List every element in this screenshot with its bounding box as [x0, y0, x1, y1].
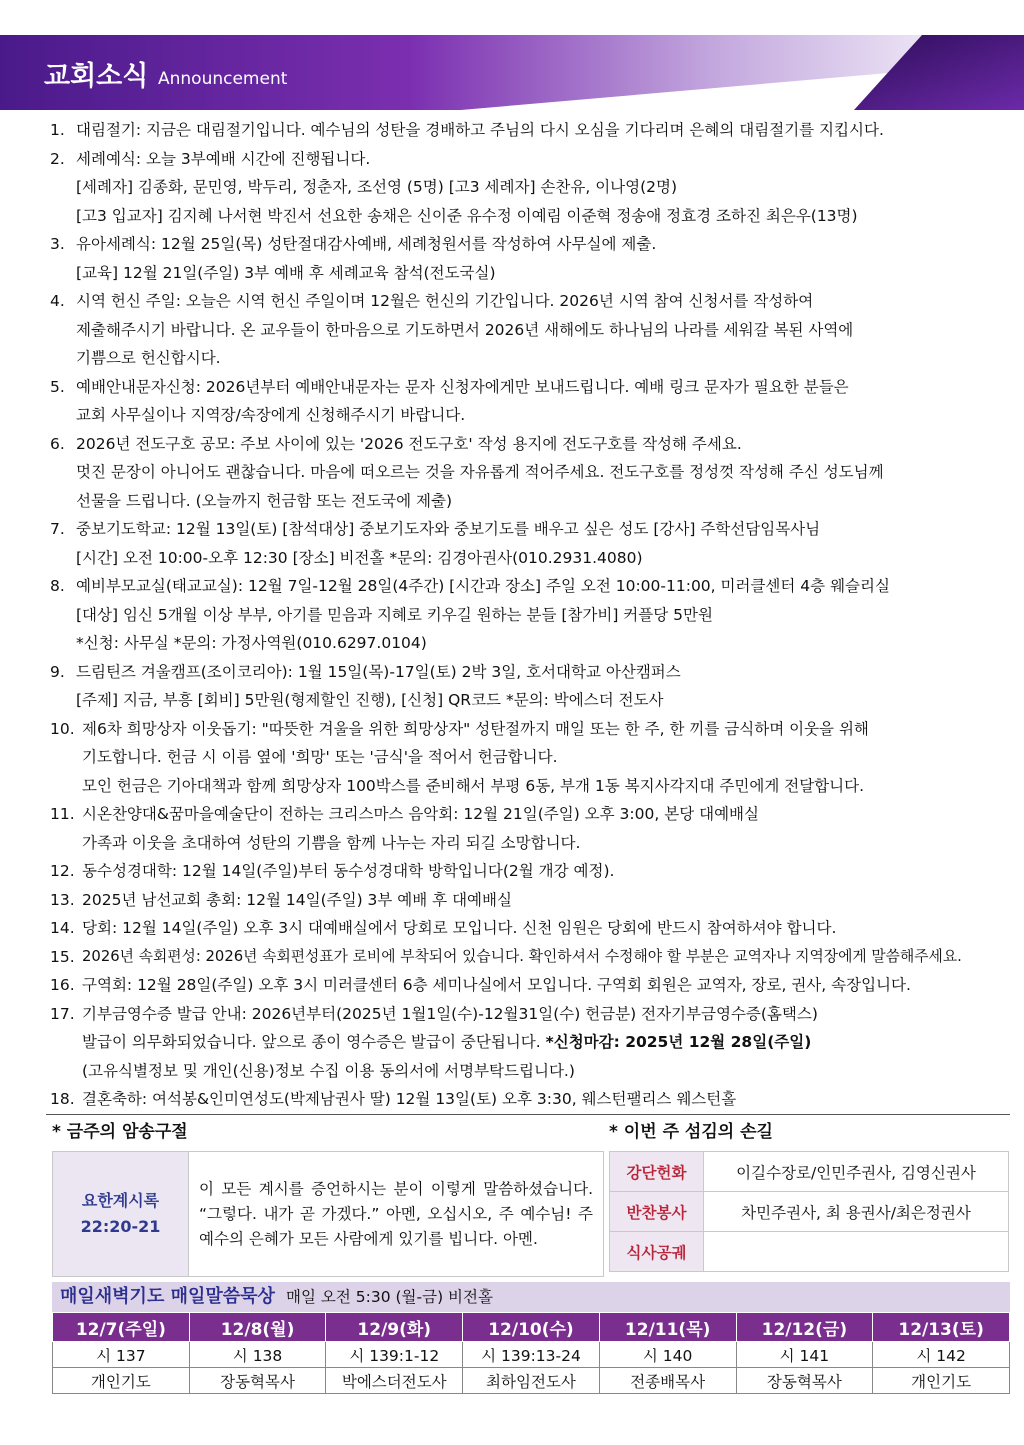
date-cell: 12/10(수)	[463, 1313, 600, 1342]
prayer-header	[52, 1282, 1010, 1312]
passage-cell: 시 140	[599, 1342, 736, 1368]
announcement-item	[50, 515, 1010, 572]
duty-table	[609, 1151, 1009, 1272]
date-row	[53, 1313, 1010, 1342]
item-line: 선물을 드립니다. (오늘까지 헌금함 또는 전도국에 제출)	[76, 491, 452, 510]
item-number: 2.	[50, 149, 65, 168]
duty-row	[610, 1192, 1009, 1232]
announcement-item	[50, 943, 1010, 972]
item-line: 드림틴즈 겨울캠프(조이코리아): 1월 15일(목)-17일(토) 2박 3일, 호서대학교 아산캠퍼스	[76, 662, 681, 681]
item-line: 시온찬양대&꿈마을예술단이 전하는 크리스마스 음악회: 12월 21일(주일) 오후 3:00, 본당 대예배실	[82, 805, 759, 823]
item-number: 17.	[50, 1004, 75, 1023]
leader-cell: 박에스더전도사	[326, 1368, 463, 1394]
item-number: 13.	[50, 890, 75, 909]
date-cell: 12/9(화)	[326, 1313, 463, 1342]
item-line: 제6차 희망상자 이웃돕기: "따뜻한 겨울을 위한 희망상자" 성탄절까지 매일 또는 한 주, 한 끼를 금식하며 이웃을 위해	[82, 719, 869, 738]
memory-verse-heading: * 금주의 암송구절	[52, 1122, 188, 1142]
item-number: 16.	[50, 976, 75, 994]
announcement-item	[50, 800, 1010, 857]
duty-role: 강단헌화	[610, 1152, 704, 1192]
passage-cell: 시 137	[53, 1342, 190, 1368]
date-cell: 12/12(금)	[736, 1313, 873, 1342]
announcement-item	[50, 971, 1010, 1000]
item-line: 예배안내문자신청: 2026년부터 예배안내문자는 문자 신청자에게만 보내드립니다. 예배 링크 문자가 필요한 분들은	[76, 377, 849, 396]
item-line: [세례자] 김종화, 문민영, 박두리, 정춘자, 조선영 (5명) [고3 세례자] 손찬유, 이나영(2명)	[76, 178, 678, 196]
item-number: 10.	[50, 719, 75, 738]
header-banner	[0, 35, 1024, 110]
deadline-text: *신청마감: 2025년 12월 28일(주일)	[545, 1033, 812, 1051]
announcement-item	[50, 116, 1010, 145]
item-line-text: 발급이 의무화되었습니다. 앞으로 종이 영수증은 발급이 중단됩니다.	[82, 1033, 541, 1051]
leader-cell: 전종배목사	[599, 1368, 736, 1394]
passage-cell: 시 141	[736, 1342, 873, 1368]
announcement-item	[50, 914, 1010, 943]
item-line: 기도합니다. 헌금 시 이름 옆에 '희망' 또는 '금식'을 적어서 헌금합니다.	[82, 748, 558, 766]
announcement-item	[50, 373, 1010, 430]
prayer-title: 매일새벽기도 매일말씀묵상	[60, 1286, 275, 1307]
item-line	[50, 1028, 1010, 1057]
duty-row	[610, 1232, 1009, 1272]
item-line: 2026년 속회편성: 2026년 속회편성표가 로비에 부착되어 있습니다. 확인하셔서 수정해야 할 부분은 교역자나 지역장에게 말씀해주세요.	[82, 947, 962, 965]
date-cell: 12/11(목)	[599, 1313, 736, 1342]
item-line: 세례예식: 오늘 3부예배 시간에 진행됩니다.	[76, 149, 371, 168]
item-line: [고3 입교자] 김지혜 나서현 박진서 선요한 송채은 신이준 유수정 이예림 이준혁 정송애 정효경 조하진 최은우(13명)	[76, 206, 858, 225]
item-line: 중보기도학교: 12월 13일(토) [참석대상] 중보기도자와 중보기도를 배우고 싶은 성도 [강사] 주학선담임목사님	[76, 520, 821, 538]
item-line: [시간] 오전 10:00-오후 12:30 [장소] 비전홀 *문의: 김경아권사(010.2931.4080)	[76, 548, 643, 567]
announcement-item	[50, 1000, 1010, 1086]
item-line: 예비부모교실(태교교실): 12월 7일-12월 28일(4주간) [시간과 장소] 주일 오전 10:00-11:00, 미러클센터 4층 웨슬리실	[76, 577, 890, 595]
passage-cell: 시 138	[189, 1342, 326, 1368]
item-number: 4.	[50, 292, 65, 310]
announcement-item	[50, 886, 1010, 915]
memory-verse-box	[52, 1151, 604, 1277]
item-line: 시역 헌신 주일: 오늘은 시역 헌신 주일이며 12월은 헌신의 기간입니다. 2026년 시역 참여 신청서를 작성하여	[76, 292, 814, 310]
item-number: 7.	[50, 520, 65, 538]
announcement-item	[50, 572, 1010, 658]
announcement-item	[50, 230, 1010, 287]
item-number: 18.	[50, 1090, 75, 1108]
item-line: [주제] 지금, 부흥 [회비] 5만원(형제할인 진행), [신청] QR코드 *문의: 박에스더 전도사	[76, 691, 664, 709]
prayer-schedule-table	[52, 1312, 1010, 1394]
item-line: [교육] 12월 21일(주일) 3부 예배 후 세례교육 참석(전도국실)	[76, 263, 496, 282]
item-number: 8.	[50, 577, 65, 595]
item-line: 유아세례식: 12월 25일(목) 성탄절대감사예배, 세례청원서를 작성하여 사무실에 제출.	[76, 235, 657, 253]
item-number: 11.	[50, 805, 75, 823]
duty-row	[610, 1152, 1009, 1192]
announcement-item	[50, 857, 1010, 886]
item-line: [대상] 임신 5개월 이상 부부, 아기를 믿음과 지혜로 키우길 원하는 분들 [참가비] 커플당 5만원	[76, 605, 713, 624]
duty-role: 반찬봉사	[610, 1192, 704, 1232]
verse-text: 이 모든 계시를 증언하시는 분이 이렇게 말씀하셨습니다. “그렇다. 내가 곧 가겠다.” 아멘, 오십시오, 주 예수님! 주 예수의 은혜가 모든 사람에게 있기를 빕니다. 아멘.	[189, 1152, 604, 1277]
announcement-item	[50, 715, 1010, 801]
passage-row	[53, 1342, 1010, 1368]
passage-cell: 시 139:1-12	[326, 1342, 463, 1368]
item-number: 1.	[50, 121, 65, 139]
item-number: 9.	[50, 662, 65, 681]
announcement-item	[50, 430, 1010, 516]
duty-role: 식사공궤	[610, 1232, 704, 1272]
verse-reference	[53, 1152, 189, 1277]
item-line: 2026년 전도구호 공모: 주보 사이에 있는 '2026 전도구호' 작성 용지에 전도구호를 작성해 주세요.	[76, 434, 742, 453]
leader-cell: 장동혁목사	[736, 1368, 873, 1394]
item-line: 결혼축하: 여석봉&인미연성도(박제남권사 딸) 12월 13일(토) 오후 3:30, 웨스턴팰리스 웨스턴홀	[82, 1090, 737, 1108]
verse-chapter: 22:20-21	[80, 1217, 161, 1236]
passage-cell: 시 139:13-24	[463, 1342, 600, 1368]
date-cell: 12/13(토)	[873, 1313, 1010, 1342]
item-line: 기부금영수증 발급 안내: 2026년부터(2025년 1월1일(수)-12월31일(수) 헌금분) 전자기부금영수증(홈택스)	[82, 1004, 818, 1023]
item-line: 동수성경대학: 12월 14일(주일)부터 동수성경대학 방학입니다(2월 개강 예정).	[82, 862, 615, 880]
announcement-item	[50, 1085, 1010, 1114]
duty-names: 차민주권사, 최 용권사/최은정권사	[704, 1192, 1009, 1232]
item-line: *신청: 사무실 *문의: 가정사역원(010.6297.0104)	[76, 634, 427, 652]
date-cell: 12/8(월)	[189, 1313, 326, 1342]
date-cell: 12/7(주일)	[53, 1313, 190, 1342]
duty-heading: * 이번 주 섬김의 손길	[609, 1122, 773, 1142]
announcement-list	[50, 116, 1010, 1114]
item-line: (고유식별정보 및 개인(신용)정보 수집 이용 동의서에 서명부탁드립니다.)	[82, 1061, 575, 1080]
item-line: 모인 헌금은 기아대책과 함께 희망상자 100박스를 준비해서 부평 6동, 부개 1동 복지사각지대 주민에게 전달합니다.	[82, 776, 865, 795]
item-number: 12.	[50, 862, 75, 880]
item-line: 교회 사무실이나 지역장/속장에게 신청해주시기 바랍니다.	[76, 406, 466, 424]
duty-names: 이길수장로/인민주권사, 김영신권사	[704, 1152, 1009, 1192]
verse-book: 요한계시록	[81, 1191, 160, 1210]
item-line: 가족과 이웃을 초대하여 성탄의 기쁨을 함께 나누는 자리 되길 소망합니다.	[82, 833, 581, 852]
announcement-item	[50, 145, 1010, 231]
leader-cell: 장동혁목사	[189, 1368, 326, 1394]
leader-cell: 개인기도	[873, 1368, 1010, 1394]
item-number: 3.	[50, 235, 65, 253]
section-divider	[46, 1114, 1010, 1115]
announcement-item	[50, 658, 1010, 715]
item-number: 6.	[50, 434, 65, 453]
leader-row	[53, 1368, 1010, 1394]
item-line: 기쁨으로 헌신합시다.	[76, 349, 221, 367]
item-line: 멋진 문장이 아니어도 괜찮습니다. 마음에 떠오르는 것을 자유롭게 적어주세요. 전도구호를 정성껏 작성해 주신 성도님께	[76, 463, 884, 481]
leader-cell: 최하임전도사	[463, 1368, 600, 1394]
item-number: 14.	[50, 919, 75, 937]
item-line: 구역회: 12월 28일(주일) 오후 3시 미러클센터 6층 세미나실에서 모입니다. 구역회 회원은 교역자, 장로, 권사, 속장입니다.	[82, 976, 911, 994]
item-number: 15.	[50, 947, 75, 966]
item-line: 당회: 12월 14일(주일) 오후 3시 대예배실에서 당회로 모입니다. 신천 임원은 당회에 반드시 참여하셔야 합니다.	[82, 919, 837, 937]
page-subtitle: Announcement	[158, 69, 288, 89]
passage-cell: 시 142	[873, 1342, 1010, 1368]
item-line: 대림절기: 지금은 대림절기입니다. 예수님의 성탄을 경배하고 주님의 다시 오심을 기다리며 은혜의 대림절기를 지킵시다.	[76, 121, 884, 139]
announcement-item	[50, 287, 1010, 373]
leader-cell: 개인기도	[53, 1368, 190, 1394]
item-line: 제출해주시기 바랍니다. 온 교우들이 한마음으로 기도하면서 2026년 새해에도 하나님의 나라를 세워갈 복된 사역에	[76, 320, 854, 339]
prayer-schedule: 매일 오전 5:30 (월-금) 비전홀	[286, 1288, 493, 1306]
page-title: 교회소식	[44, 61, 149, 92]
duty-names	[704, 1232, 1009, 1272]
item-line: 2025년 남선교회 총회: 12월 14일(주일) 3부 예배 후 대예배실	[82, 890, 512, 909]
item-number: 5.	[50, 377, 65, 396]
